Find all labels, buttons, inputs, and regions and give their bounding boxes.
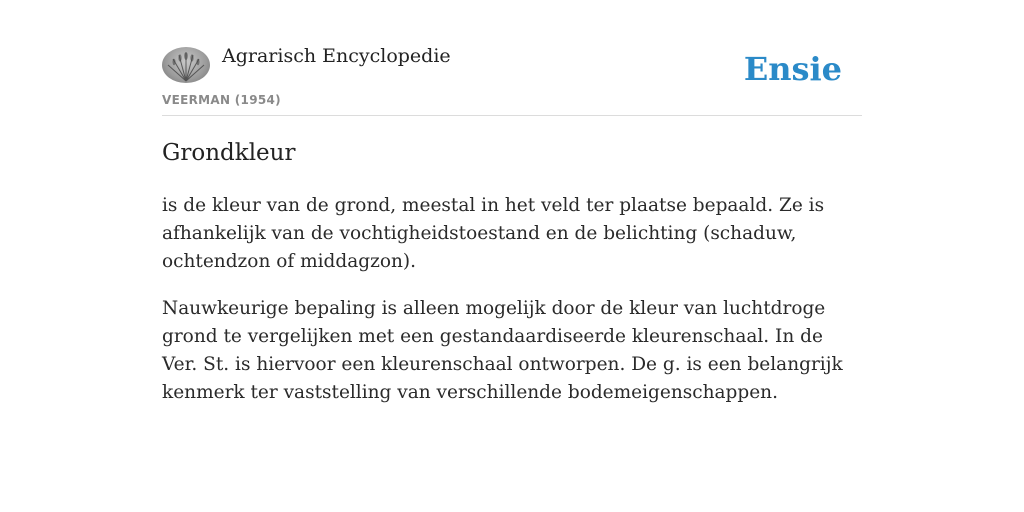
article-paragraph: is de kleur van de grond, meestal in het veld ter plaatse bepaald. Ze is afhankelijk van de vochtigheidstoestand en de belichting (schaduw, ochtendzon of middagzon). [162, 195, 825, 272]
ensie-logo-link[interactable]: Ensie [743, 50, 842, 88]
article-title: Grondkleur [162, 140, 296, 166]
author-label: VEERMAN (1954) [162, 93, 281, 107]
header [162, 0, 862, 116]
wheat-logo-icon[interactable] [162, 47, 210, 83]
encyclopedia-name[interactable]: Agrarisch Encyclopedie [222, 45, 451, 67]
page [162, 0, 862, 512]
article-paragraph: Nauwkeurige bepaling is alleen mogelijk door de kleur van luchtdroge grond te vergelijken met een gestandaardiseerde kleurenschaal. In de Ver. St. is hiervoor een kleurenschaal ontworpen. De g. is een belangrijk kenmerk ter vaststelling van verschillende bodemeigenschappen. [162, 298, 843, 403]
article-body [162, 192, 862, 426]
